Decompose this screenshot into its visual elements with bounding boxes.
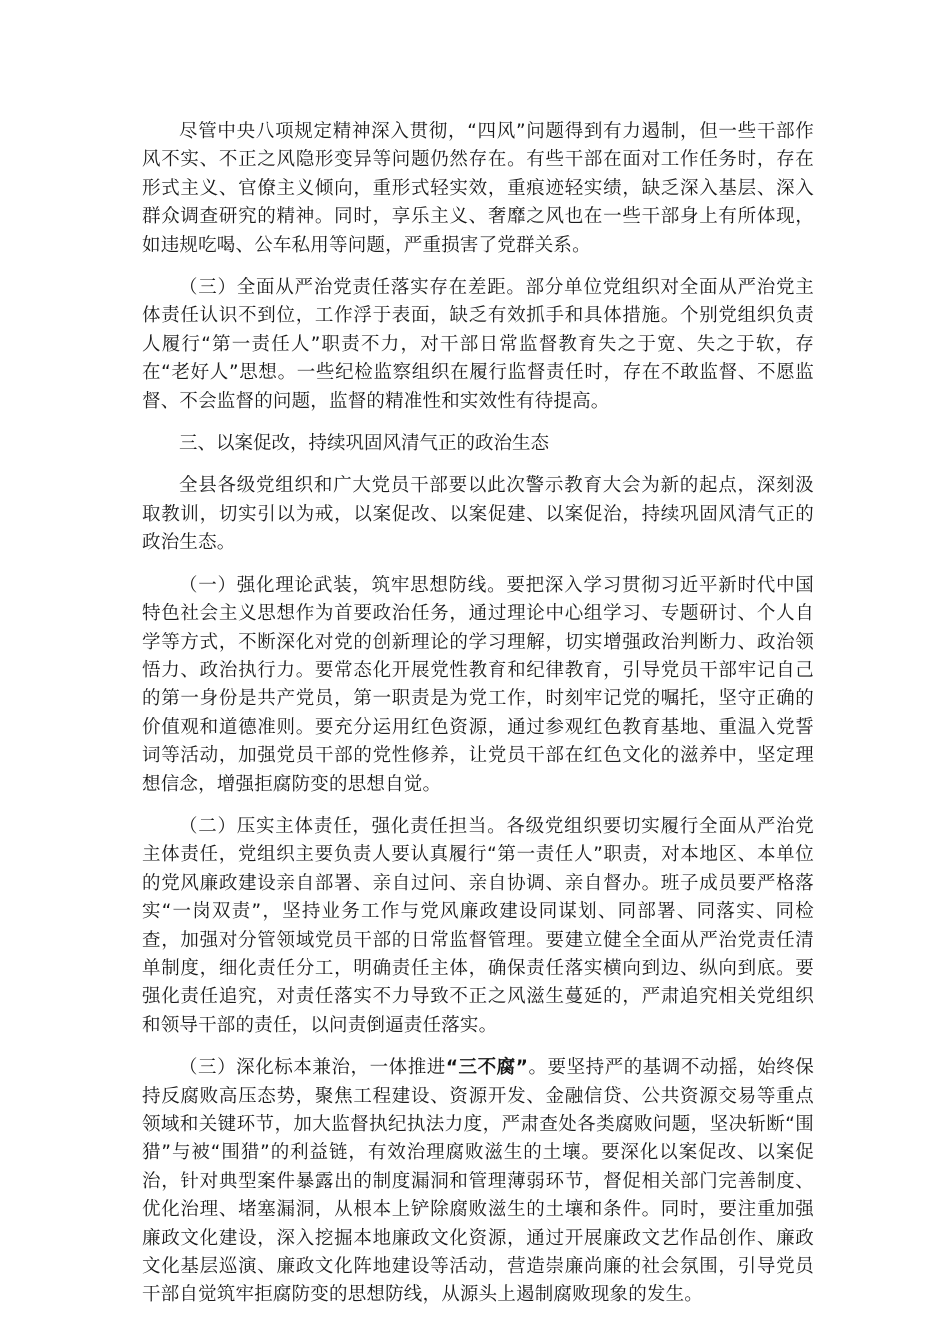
document-page	[142, 118, 814, 1324]
section-heading-three: 三、以案促改，持续巩固风清气正的政治生态	[179, 433, 550, 455]
paragraph-three-no-corruption	[142, 1054, 814, 1310]
emphasis-three-no-corruption: “三不腐”	[445, 1057, 529, 1079]
paragraph-lead-text: （三）深化标本兼治，一体推进	[179, 1057, 446, 1079]
paragraph-body-text: 。要坚持严的基调不动摇，始终保持反腐败高压态势，聚焦工程建设、资源开发、金融信贷、公共资源交易等重点领域和关键环节，加大监督执纪执法力度，严肃查处各类腐败问题，坚决斩断“围猎”与被“围猎”的利益链，有效治理腐败滋生的土壤。要深化以案促改、以案促治，针对典型案件暴露出的制度漏洞和管理薄弱环节，督促相关部门完善制度、优化治理、堵塞漏洞，从根本上铲除腐败滋生的土壤和条件。同时，要注重加强廉政文化建设，深入挖掘本地廉政文化资源，通过开展廉政文艺作品创作、廉政文化基层巡演、廉政文化阵地建设等活动，营造崇廉尚廉的社会氛围，引导党员干部自觉筑牢拒腐防变的思想防线，从源头上遏制腐败现象的发生。	[142, 1057, 814, 1306]
paragraph-work-style-issues: 尽管中央八项规定精神深入贯彻，“四风”问题得到有力遏制，但一些干部作风不实、不正之风隐形变异等问题仍然存在。有些干部在面对工作任务时，存在形式主义、官僚主义倾向，重形式轻实效，重痕迹轻实绩，缺乏深入基层、深入群众调查研究的精神。同时，享乐主义、奢靡之风也在一些干部身上有所体现，如违规吃喝、公车私用等问题，严重损害了党群关系。	[142, 121, 814, 256]
paragraph-responsibility-gap: （三）全面从严治党责任落实存在差距。部分单位党组织对全面从严治党主体责任认识不到位，工作浮于表面，缺乏有效抓手和具体措施。个别党组织负责人履行“第一责任人”职责不力，对干部日常监督教育失之于宽、失之于软，存在“老好人”思想。一些纪检监察组织在履行监督责任时，存在不敢监督、不愿监督、不会监督的问题，监督的精准性和实效性有待提高。	[142, 277, 814, 412]
paragraph-theory-arming: （一）强化理论武装，筑牢思想防线。要把深入学习贯彻习近平新时代中国特色社会主义思想作为首要政治任务，通过理论中心组学习、专题研讨、个人自学等方式，不断深化对党的创新理论的学习理解，切实增强政治判断力、政治领悟力、政治执行力。要常态化开展党性教育和纪律教育，引导党员干部牢记自己的第一身份是共产党员，第一职责是为党工作，时刻牢记党的嘱托，坚守正确的价值观和道德准则。要充分运用红色资源，通过参观红色教育基地、重温入党誓词等活动，加强党员干部的党性修养，让党员干部在红色文化的滋养中，坚定理想信念，增强拒腐防变的思想自觉。	[142, 574, 814, 795]
paragraph-main-responsibility: （二）压实主体责任，强化责任担当。各级党组织要切实履行全面从严治党主体责任，党组织主要负责人要认真履行“第一责任人”职责，对本地区、本单位的党风廉政建设亲自部署、亲自过问、亲自协调、亲自督办。班子成员要严格落实“一岗双责”，坚持业务工作与党风廉政建设同谋划、同部署、同落实、同检查，加强对分管领域党员干部的日常监督管理。要建立健全全面从严治党责任清单制度，细化责任分工，明确责任主体，确保责任落实横向到边、纵向到底。要强化责任追究，对责任落实不力导致不正之风滋生蔓延的，严肃追究相关党组织和领导干部的责任，以问责倒逼责任落实。	[142, 815, 814, 1036]
paragraph-section-intro: 全县各级党组织和广大党员干部要以此次警示教育大会为新的起点，深刻汲取教训，切实引以为戒，以案促改、以案促建、以案促治，持续巩固风清气正的政治生态。	[142, 475, 814, 554]
